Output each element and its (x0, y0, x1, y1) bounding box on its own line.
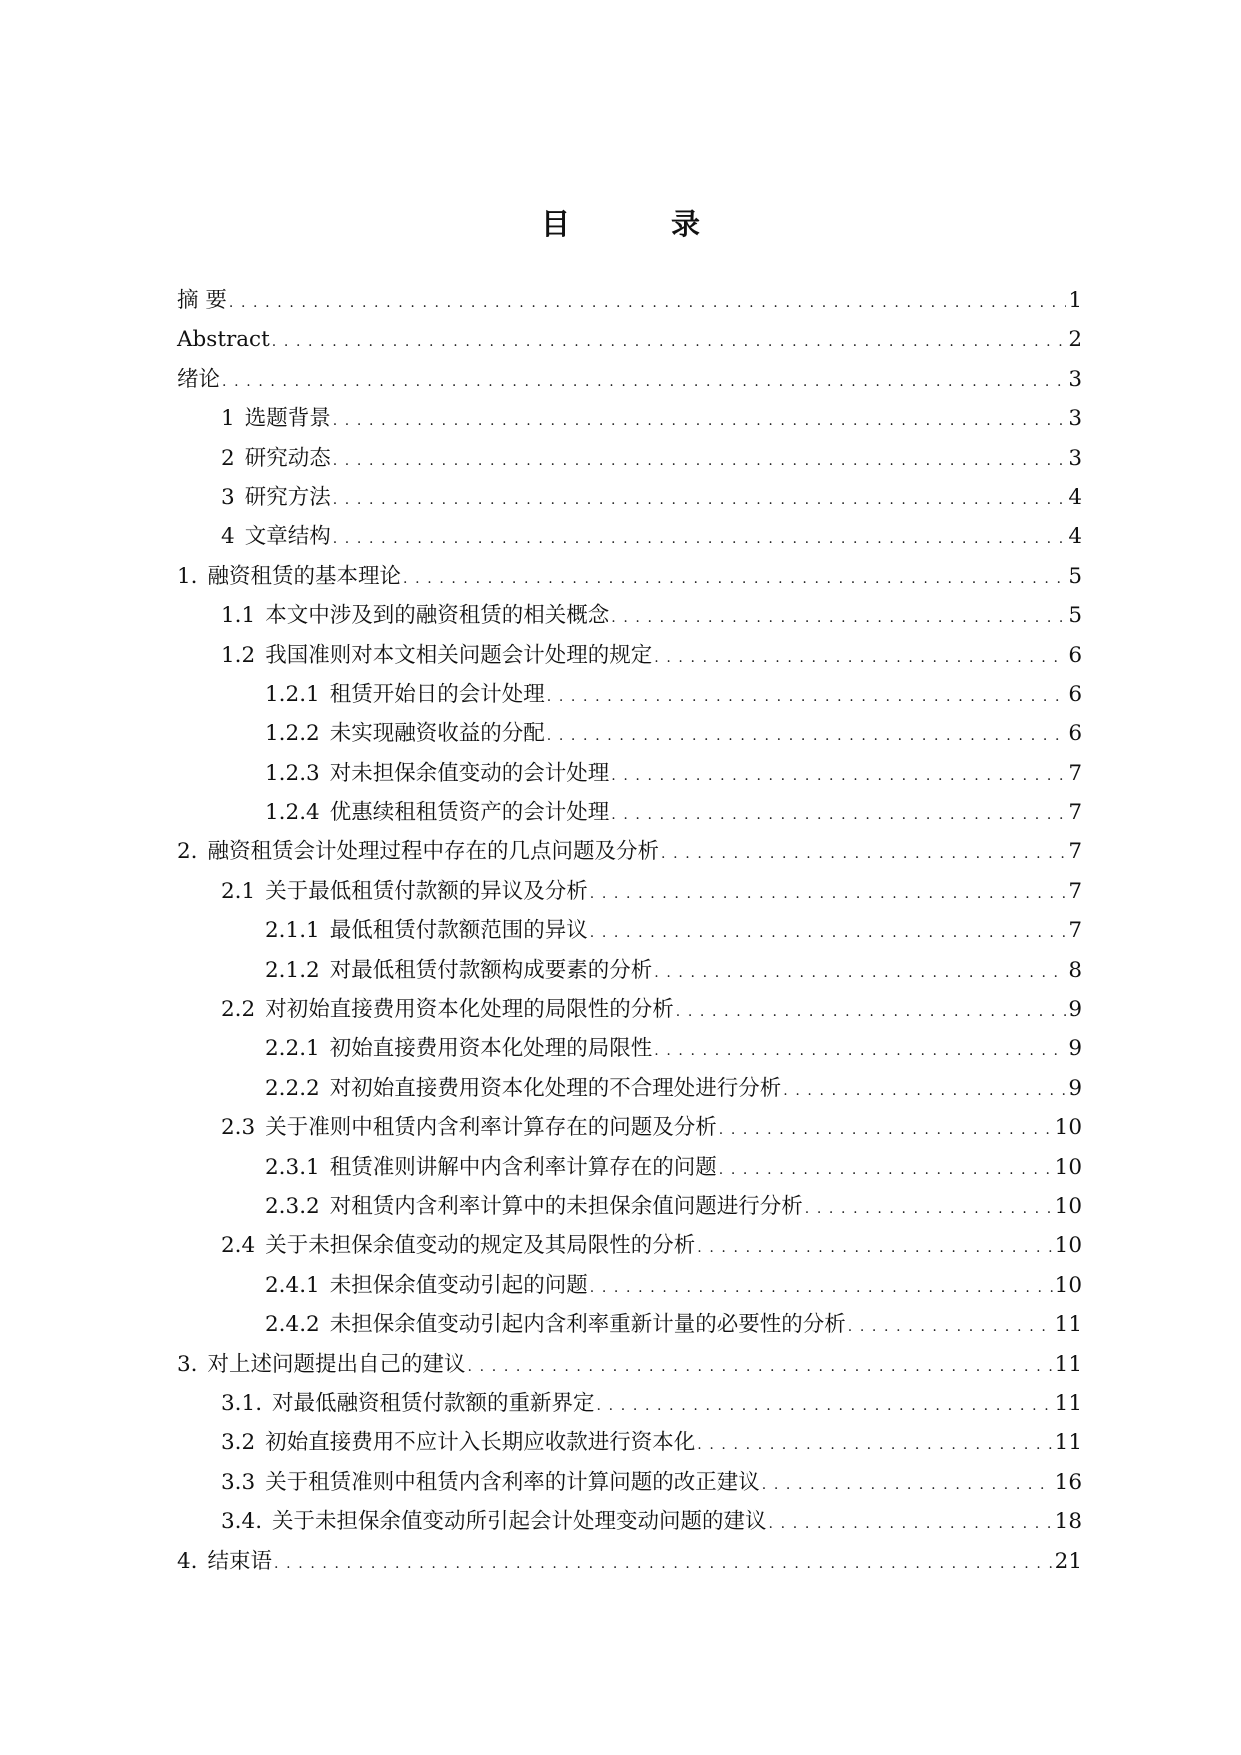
toc-entry-label: 最低租赁付款额范围的异议 (329, 918, 588, 944)
toc-entry-label: 优惠续租租赁资产的会计处理 (329, 800, 610, 826)
toc-dot-leader (805, 1190, 1053, 1229)
toc-entry[interactable] (177, 1463, 1082, 1502)
toc-entry[interactable] (177, 557, 1082, 596)
toc-entry-page-number: 4 (1068, 524, 1082, 550)
toc-dot-leader (762, 1466, 1053, 1505)
toc-entry[interactable] (177, 675, 1082, 714)
toc-entry-label: 租赁准则讲解中内含利率计算存在的问题 (329, 1154, 717, 1180)
toc-entry-page-number: 16 (1054, 1469, 1082, 1495)
toc-entry-label: 租赁开始日的会计处理 (329, 681, 545, 707)
toc-entry-label: 对初始直接费用资本化处理的局限性的分析 (265, 997, 674, 1023)
toc-entry-number: 2.2.2 (265, 1075, 320, 1101)
toc-entry[interactable] (177, 1148, 1082, 1187)
toc-dot-leader (654, 1032, 1066, 1071)
toc-entry[interactable] (177, 1423, 1082, 1462)
toc-entry-page-number: 7 (1068, 878, 1082, 904)
toc-entry[interactable] (177, 990, 1082, 1029)
toc-entry[interactable] (177, 1345, 1082, 1384)
toc-entry-number: 1. (177, 563, 198, 589)
toc-entry-page-number: 11 (1054, 1312, 1082, 1338)
toc-dot-leader (590, 1269, 1053, 1308)
toc-dot-leader (222, 363, 1066, 402)
toc-entry-label: 对租赁内含利率计算中的未担保余值问题进行分析 (329, 1193, 803, 1219)
toc-entry[interactable] (177, 636, 1082, 675)
toc-dot-leader (468, 1348, 1053, 1387)
toc-entry[interactable] (177, 911, 1082, 950)
toc-dot-leader (333, 481, 1067, 520)
toc-entry[interactable] (177, 1108, 1082, 1147)
toc-entry[interactable] (177, 517, 1082, 556)
toc-entry-number: 3 (221, 484, 235, 510)
toc-entry-page-number: 11 (1054, 1351, 1082, 1377)
toc-entry-label: 未担保余值变动引起的问题 (329, 1272, 588, 1298)
toc-entry[interactable] (177, 1029, 1082, 1068)
toc-entry-page-number: 2 (1068, 327, 1082, 353)
toc-entry-number: 2.4.1 (265, 1272, 320, 1298)
toc-entry-page-number: 11 (1054, 1390, 1082, 1416)
toc-entry-page-number: 7 (1068, 800, 1082, 826)
toc-entry[interactable] (177, 360, 1082, 399)
toc-entry-page-number: 1 (1068, 288, 1082, 313)
toc-entry-number: 2 (221, 445, 235, 471)
toc-entry-number: 2.1.1 (265, 918, 320, 944)
toc-entry-page-number: 5 (1068, 563, 1082, 589)
toc-entry-number: 2.3 (221, 1115, 256, 1141)
toc-entry-number: 1.2.3 (265, 760, 320, 786)
toc-dot-leader (403, 560, 1066, 599)
toc-entry-number: 1.2.1 (265, 681, 320, 707)
toc-dot-leader (611, 599, 1066, 638)
toc-dot-leader (333, 442, 1067, 481)
toc-entry-page-number: 6 (1068, 642, 1082, 668)
toc-entry-page-number: 9 (1068, 997, 1082, 1023)
toc-entry-number: 2.4 (221, 1233, 256, 1259)
toc-entry-page-number: 18 (1054, 1509, 1082, 1535)
toc-entry[interactable] (177, 1069, 1082, 1108)
toc-entry-page-number: 3 (1068, 366, 1082, 392)
toc-entry-label: 结束语 (207, 1548, 273, 1574)
toc-dot-leader (333, 402, 1067, 441)
toc-dot-leader (590, 875, 1067, 914)
toc-entry-label: 对最低租赁付款额构成要素的分析 (329, 957, 653, 983)
toc-entry[interactable] (177, 281, 1082, 320)
toc-entry[interactable] (177, 1226, 1082, 1265)
toc-entry[interactable] (177, 754, 1082, 793)
toc-entry-label: 初始直接费用不应计入长期应收款进行资本化 (265, 1430, 696, 1456)
toc-dot-leader (333, 520, 1067, 559)
toc-entry-page-number: 6 (1068, 681, 1082, 707)
table-of-contents (177, 281, 1082, 1581)
toc-entry[interactable] (177, 320, 1082, 359)
toc-entry[interactable] (177, 1502, 1082, 1541)
toc-entry-page-number: 21 (1054, 1548, 1082, 1574)
toc-entry-page-number: 9 (1068, 1036, 1082, 1062)
page-title: 目 录 (540, 207, 736, 241)
toc-entry-number: 3.1. (221, 1390, 263, 1416)
toc-entry-number: 1.2.4 (265, 800, 320, 826)
toc-dot-leader (272, 323, 1067, 362)
toc-entry-page-number: 10 (1054, 1154, 1082, 1180)
toc-entry-label: 关于未担保余值变动的规定及其局限性的分析 (265, 1233, 696, 1259)
toc-entry-page-number: 7 (1068, 839, 1082, 865)
toc-entry-label: 融资租赁会计处理过程中存在的几点问题及分析 (207, 839, 660, 865)
toc-entry-page-number: 10 (1054, 1193, 1082, 1219)
toc-entry[interactable] (177, 1384, 1082, 1423)
toc-entry-label: 对上述问题提出自己的建议 (207, 1351, 466, 1377)
toc-entry-number: 2.3.1 (265, 1154, 320, 1180)
toc-entry-label: 本文中涉及到的融资租赁的相关概念 (265, 603, 610, 629)
toc-entry-number: 3. (177, 1351, 198, 1377)
toc-entry-page-number: 3 (1068, 445, 1082, 471)
toc-entry[interactable] (177, 1266, 1082, 1305)
toc-dot-leader (654, 954, 1066, 993)
toc-entry-page-number: 7 (1068, 760, 1082, 786)
toc-entry-number: 2. (177, 839, 198, 865)
toc-entry-page-number: 10 (1054, 1115, 1082, 1141)
toc-entry-label: 摘 要 (177, 288, 227, 313)
toc-entry-number: 2.4.2 (265, 1312, 320, 1338)
toc-dot-leader (661, 835, 1066, 874)
toc-entry-number: 2.1.2 (265, 957, 320, 983)
toc-dot-leader (611, 796, 1066, 835)
toc-entry-number: 2.3.2 (265, 1193, 320, 1219)
toc-dot-leader (229, 284, 1066, 323)
toc-entry[interactable] (177, 832, 1082, 871)
toc-entry[interactable] (177, 399, 1082, 438)
toc-entry-page-number: 5 (1068, 603, 1082, 629)
toc-entry-number: 2.1 (221, 878, 256, 904)
toc-entry[interactable] (177, 714, 1082, 753)
toc-entry-label: 关于租赁准则中租赁内含利率的计算问题的改正建议 (265, 1469, 760, 1495)
toc-dot-leader (719, 1151, 1053, 1190)
toc-entry-page-number: 4 (1068, 484, 1082, 510)
toc-entry[interactable] (177, 439, 1082, 478)
toc-entry-number: 4 (221, 524, 235, 550)
toc-entry-label: 研究方法 (244, 484, 331, 510)
toc-dot-leader (769, 1505, 1053, 1544)
toc-entry-number: 1 (221, 406, 235, 432)
toc-entry-label: 关于准则中租赁内含利率计算存在的问题及分析 (265, 1115, 717, 1141)
toc-entry[interactable] (177, 1305, 1082, 1344)
toc-entry-label: 关于未担保余值变动所引起会计处理变动问题的建议 (272, 1509, 767, 1535)
toc-entry-label: 关于最低租赁付款额的异议及分析 (265, 878, 588, 904)
toc-entry[interactable] (177, 1542, 1082, 1581)
toc-entry[interactable] (177, 951, 1082, 990)
toc-entry-label: 文章结构 (244, 524, 331, 550)
toc-entry-number: 2.2.1 (265, 1036, 320, 1062)
toc-entry-number: 2.2 (221, 997, 256, 1023)
toc-dot-leader (654, 639, 1066, 678)
toc-dot-leader (547, 678, 1067, 717)
toc-entry-number: 3.3 (221, 1469, 256, 1495)
toc-entry-label: 绪论 (177, 366, 221, 392)
toc-entry[interactable] (177, 596, 1082, 635)
toc-dot-leader (590, 914, 1067, 953)
toc-entry-label: 对最低融资租赁付款额的重新界定 (272, 1390, 595, 1416)
toc-entry-number: 1.2 (221, 642, 256, 668)
toc-entry-page-number: 11 (1054, 1430, 1082, 1456)
toc-dot-leader (611, 757, 1066, 796)
toc-entry-label: 对初始直接费用资本化处理的不合理处进行分析 (329, 1075, 782, 1101)
toc-dot-leader (697, 1229, 1052, 1268)
toc-entry-label: 研究动态 (244, 445, 331, 471)
toc-dot-leader (783, 1072, 1066, 1111)
toc-dot-leader (597, 1387, 1053, 1426)
toc-entry-number: 3.4. (221, 1509, 263, 1535)
toc-entry-label: 对未担保余值变动的会计处理 (329, 760, 610, 786)
toc-dot-leader (697, 1426, 1052, 1465)
toc-entry[interactable] (177, 793, 1082, 832)
toc-entry[interactable] (177, 478, 1082, 517)
toc-dot-leader (848, 1308, 1053, 1347)
toc-entry-page-number: 6 (1068, 721, 1082, 747)
toc-dot-leader (547, 717, 1067, 756)
toc-entry-number: 1.1 (221, 603, 256, 629)
toc-entry-label: 我国准则对本文相关问题会计处理的规定 (265, 642, 653, 668)
toc-entry-number: 4. (177, 1548, 198, 1574)
toc-entry-page-number: 10 (1054, 1272, 1082, 1298)
toc-entry-label: 融资租赁的基本理论 (207, 563, 402, 589)
toc-dot-leader (719, 1111, 1053, 1150)
toc-entry-page-number: 7 (1068, 918, 1082, 944)
toc-entry-page-number: 9 (1068, 1075, 1082, 1101)
toc-entry-label: 初始直接费用资本化处理的局限性 (329, 1036, 653, 1062)
toc-entry-number: 1.2.2 (265, 721, 320, 747)
toc-dot-leader (676, 993, 1067, 1032)
toc-entry[interactable] (177, 1187, 1082, 1226)
toc-entry-label: Abstract (177, 327, 270, 353)
toc-entry-page-number: 8 (1068, 957, 1082, 983)
toc-entry-page-number: 3 (1068, 406, 1082, 432)
toc-dot-leader (274, 1545, 1053, 1584)
toc-entry-label: 未实现融资收益的分配 (329, 721, 545, 747)
toc-entry-label: 未担保余值变动引起内含利率重新计量的必要性的分析 (329, 1312, 846, 1338)
toc-entry-number: 3.2 (221, 1430, 256, 1456)
toc-entry-page-number: 10 (1054, 1233, 1082, 1259)
toc-entry-label: 选题背景 (244, 406, 331, 432)
toc-entry[interactable] (177, 872, 1082, 911)
